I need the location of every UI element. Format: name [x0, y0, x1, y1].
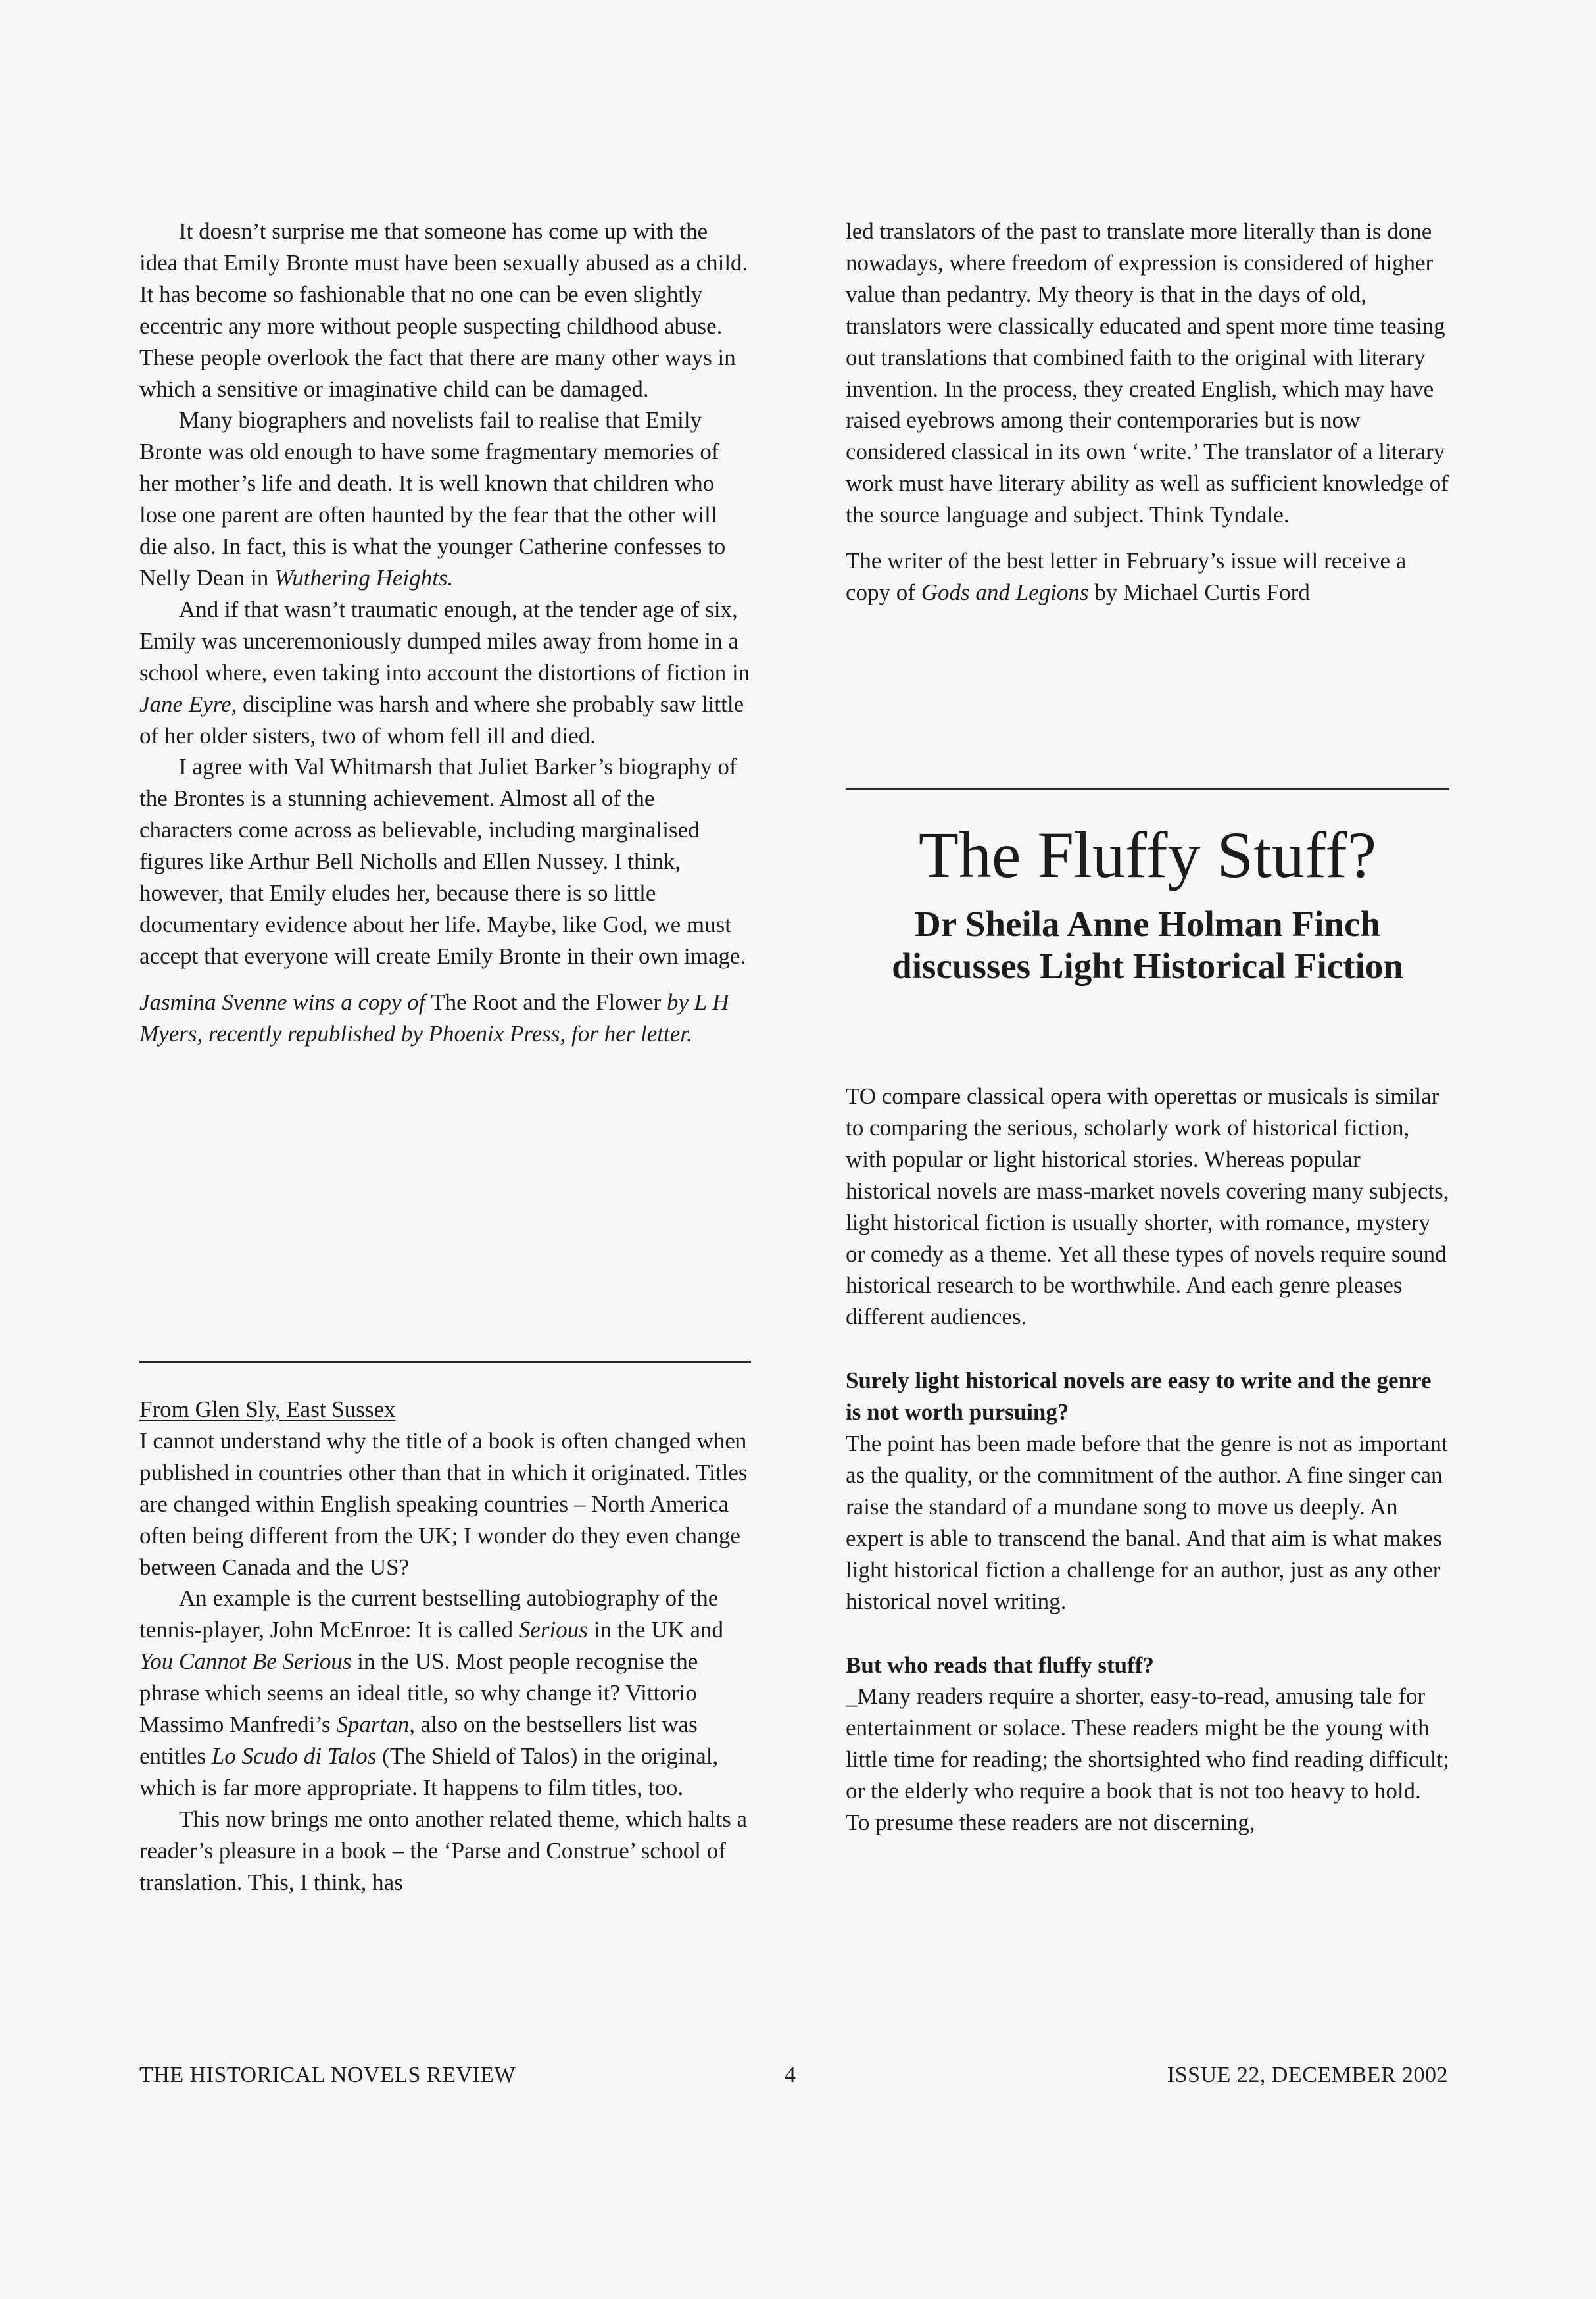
sly-letter-paragraph-1: I cannot understand why the title of a book is often changed when published in countries other than that in which it originated. Titles are changed within English speaking countries – North America often being different from the UK; I wonder do they even change between Canada and the US?: [139, 1427, 748, 1580]
bronte-letter-paragraph-1: It doesn’t surprise me that someone has come up with the idea that Emily Bronte must have been sexually abused as a child. It has become so fashionable that no one can be even slightly eccentric any more without people suspecting childhood abuse. These people overlook the fact that there are many other ways in which a sensitive or imaginative child can be damaged.: [139, 218, 748, 402]
sly-letter-paragraph-3: This now brings me onto another related theme, which halts a reader’s pleasure in a book – the ‘Parse and Construe’ school of translation. This, I think, has: [139, 1806, 748, 1895]
article-body: [846, 1081, 1449, 1839]
right-column-top: [846, 216, 1449, 608]
article-question-1: Surely light historical novels are easy to write and the genre is not worth pursuing?: [846, 1368, 1432, 1425]
bronte-letter-paragraph-3-end: discipline was harsh and where she probably saw little of her older sisters, two of whom fell ill and died.: [139, 691, 744, 749]
sly-p2-c: in the US. Most people recognise the phrase which seems an ideal title, so why change it? Vittorio Massimo Manfredi’s: [139, 1648, 698, 1738]
sly-p2-b: in the UK and: [587, 1617, 723, 1643]
article-intro: TO compare classical opera with operettas or musicals is similar to comparing the serious, scholarly work of historical fiction, with popular or light historical stories. Whereas popular historical novels are mass-market novels covering many subjects, light historical fiction is usually shorter, with romance, mystery or comedy as a theme. Yet all these types of novels require sound historical research to be worthwhile. And each genre pleases different audiences.: [846, 1083, 1449, 1330]
bronte-letter-paragraph-2: [139, 405, 751, 593]
book-title-you-cannot-be-serious: You Cannot Be Serious: [139, 1648, 352, 1675]
best-letter-notice-a: The writer of the best letter in February’s issue will receive a copy of: [846, 548, 1407, 605]
book-title-jane-eyre: Jane Eyre: [139, 691, 231, 717]
article-subtitle: Dr Sheila Anne Holman Finch discusses Light Historical Fiction: [892, 904, 1403, 986]
article-title: The Fluffy Stuff?: [918, 818, 1377, 891]
book-title-serious: Serious: [518, 1617, 588, 1643]
prize-notice-part-2: by L H Myers, recently republished by Phoenix Press, for her letter.: [139, 989, 729, 1047]
article-answer-2: _Many readers require a shorter, easy-to-read, amusing tale for entertainment or solace. These readers might be the young with little time for reading; the shortsighted who find reading difficult; or the elderly who require a book that is not too heavy to hold. To presume these readers are not discerning,: [846, 1683, 1449, 1836]
best-letter-notice: [846, 545, 1449, 608]
footer-page-number: 4: [785, 2063, 796, 2087]
left-column-lower: [139, 1394, 751, 1898]
bronte-letter-paragraph-2-text: Many biographers and novelists fail to realise that Emily Bronte was old enough to have some fragmentary memories of her mother’s life and death. It is well known that children who lose one parent are often haunted by the fear that the other will die also. In fact, this is what the younger Catherine confesses to Nelly Dean in: [139, 407, 726, 591]
article-answer-1: The point has been made before that the genre is not as important as the quality, or the commitment of the author. A fine singer can raise the standard of a mundane song to move us deeply. An expert is able to transcend the banal. And that aim is what makes light historical fiction a challenge for an author, just as any other historical novel writing.: [846, 1431, 1448, 1614]
prize-book-title: The Root and the Flower: [431, 989, 662, 1015]
article-question-2: But who reads that fluffy stuff?: [846, 1652, 1154, 1678]
book-title-gods-and-legions: Gods and Legions: [921, 579, 1089, 605]
sly-p2-e: (The Shield of Talos) in the original, which is far more appropriate. It happens to film titles, too.: [139, 1743, 719, 1800]
book-title-lo-scudo-di-talos: Lo Scudo di Talos: [211, 1743, 377, 1769]
prize-notice-part-1: Jasmina Svenne wins a copy of: [139, 989, 431, 1015]
letter-heading-glen-sly: From Glen Sly, East Sussex: [139, 1397, 396, 1422]
sly-p2-a: An example is the current bestselling autobiography of the tennis-player, John McEnroe: It is called: [139, 1585, 719, 1643]
left-column: [139, 216, 751, 1050]
sly-p2-d: , also on the bestsellers list was entitles: [139, 1712, 698, 1769]
bronte-letter-paragraph-4: I agree with Val Whitmarsh that Juliet Barker’s biography of the Brontes is a stunning achievement. Almost all of the characters come across as believable, including marginalised figures like Arthur Bell Nicholls and Ellen Nussey. I think, however, that Emily eludes her, because there is so little documentary evidence about her life. Maybe, like God, we must accept that everyone will create Emily Bronte in their own image.: [139, 754, 746, 969]
bronte-letter-paragraph-3-text: And if that wasn’t traumatic enough, at the tender age of six, Emily was unceremoniously dumped miles away from home in a school where, even taking into account the distortions of fiction in: [139, 596, 750, 685]
sly-letter-paragraph-2: [139, 1583, 751, 1803]
footer-publication: THE HISTORICAL NOVELS REVIEW: [139, 2063, 516, 2087]
bronte-letter-paragraph-3: [139, 594, 751, 752]
section-divider-left: [139, 1361, 751, 1363]
book-title-spartan: Spartan: [336, 1712, 410, 1738]
book-title-wuthering-heights: Wuthering Heights.: [274, 564, 454, 591]
jane-eyre-comma: ,: [231, 691, 237, 717]
footer-issue: ISSUE 22, DECEMBER 2002: [1167, 2063, 1448, 2087]
section-divider-right: [846, 788, 1449, 790]
best-letter-notice-b: by Michael Curtis Ford: [1088, 579, 1310, 605]
prize-notice: [139, 987, 751, 1050]
letter-continuation: led translators of the past to translate more literally than is done nowadays, where freedom of expression is considered of higher value than pedantry. My theory is that in the days of old, translators were classically educated and spent more time teasing out translations that combined faith to the original with literary invention. In the process, they created English, which may have raised eyebrows among their contemporaries but is now considered classical in its own ‘write.’ The translator of a literary work must have literary ability as well as sufficient knowledge of the source language and subject. Think Tyndale.: [846, 218, 1449, 528]
